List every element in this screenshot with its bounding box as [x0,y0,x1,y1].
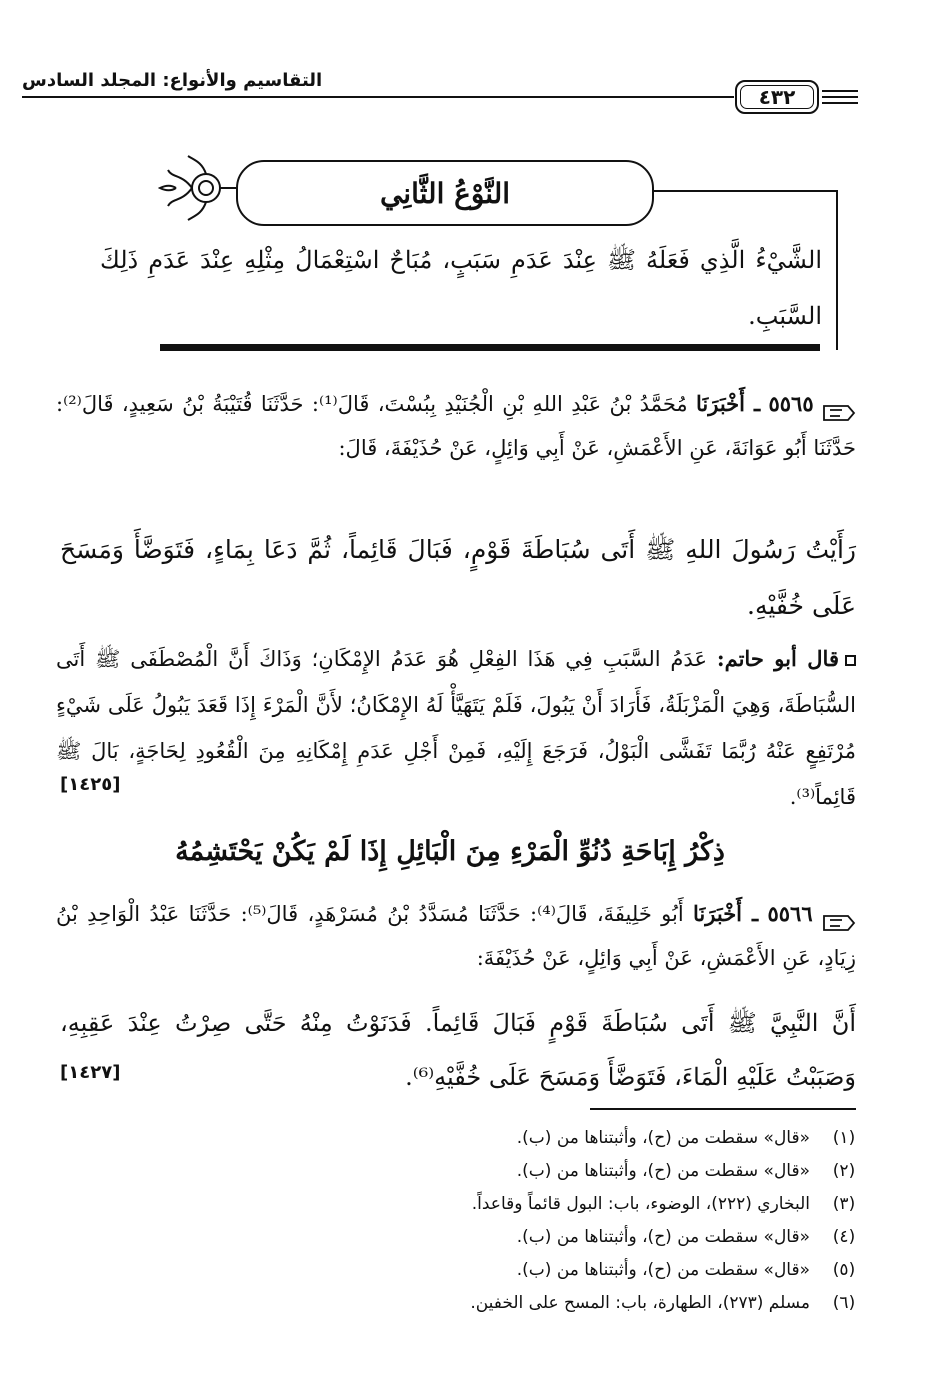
hadith-5565-ref: [١٤٢٥] [60,774,121,795]
header-rule-right-2 [822,96,858,98]
frame-top-line [654,190,836,192]
commentary-block [56,636,856,820]
chapter-title: ذِكْرُ إِبَاحَةِ دُنُوِّ الْمَرْءِ مِنَ الْبَائِلِ إِذَا لَمْ يَكُنْ يَحْتَشِمُهُ [175,836,725,867]
section-rule [160,344,820,351]
hadith-marker-icon [822,395,856,417]
footnote-rule [590,1108,856,1110]
isnad-text: مُحَمَّدُ بْنُ عَبْدِ اللهِ بْنِ الْجُنَيْدِ بِبُسْتَ، قَالَ⁽¹⁾: حَدَّثَنَا قُتَيْبَةُ بْنُ سَعِيدٍ، قَالَ⁽²⁾: حَدَّثَنَا أَبُو عَوَانَةَ، عَنِ الأَعْمَشِ، عَنْ أَبِي وَائِلٍ، عَنْ حُذَيْفَةَ، قَالَ: [56,392,856,460]
header-rule-right [822,90,858,92]
section-title: النَّوْعُ الثَّانِي [379,176,511,210]
hadith-5566-matn: أَنَّ النَّبِيَّ ﷺ أَتَى سُبَاطَةَ قَوْمٍ فَبَالَ قَائِماً. فَدَنَوْتُ مِنْهُ حَتَّى صِرْتُ عِنْدَ عَقِبِهِ، وَصَبَبْتُ عَلَيْهِ الْمَاءَ، فَتَوَضَّأَ وَمَسَحَ عَلَى خُفَّيْهِ⁽⁶⁾. [60,1009,856,1091]
footnote-item: (٥) «قال» سقطت من (ح)، وأثبتناها من (ب). [516,1260,856,1280]
header-rule [22,96,734,98]
hadith-number: ٥٥٦٥ [768,391,814,416]
section-description: الشَّيْءُ الَّذِي فَعَلَهُ ﷺ عِنْدَ عَدَمِ سَبَبٍ، مُبَاحٌ اسْتِعْمَالُ مِثْلِهِ عِنْدَ عَدَمِ ذَلِكَ السَّبَبِ. [100,246,822,330]
akhbarana-label: أَخْبَرَنَا [696,391,745,416]
akhbarana-label: أَخْبَرَنَا [693,901,743,926]
hadith-number: ٥٥٦٦ [767,901,813,926]
footnote-item: (٣) البخاري (٢٢٢)، الوضوء، باب: البول قائماً وقاعداً. [471,1194,856,1214]
hadith-marker-icon [822,905,856,927]
commentary-text: عَدَمُ السَّبَبِ فِي هَذَا الفِعْلِ هُوَ عَدَمُ الإِمْكَانِ؛ وَذَاكَ أَنَّ الْمُصْطَفَى ﷺ أَتَى السُّبَاطَةَ، وَهِيَ الْمَزْبَلَةُ، فَأَرَادَ أَنْ يَبُولَ، فَلَمْ يَتَهَيَّأْ لَهُ الإِمْكَانُ؛ لأَنَّ الْمَرْءَ إِذَا قَعَدَ يَبُولُ عَلَى شَيْءٍ مُرْتَفِعٍ عَنْهُ رُبَّمَا تَفَشَّى الْبَوْلُ، فَرَجَعَ إِلَيْهِ، فَمِنْ أَجْلِ عَدَمِ إِمْكَانِهِ مِنَ الْقُعُودِ لِحَاجَةٍ، بَالَ ﷺ قَائِماً⁽³⁾. [56,647,856,809]
commentary-label: قال أبو حاتم: [716,646,839,671]
footnotes [336,1122,856,1320]
footnote-item: (٤) «قال» سقطت من (ح)، وأثبتناها من (ب). [516,1227,856,1247]
hadith-5566-ref: [١٤٢٧] [60,1062,121,1083]
frame-right-line [836,190,838,350]
isnad-text: أَبُو خَلِيفَةَ، قَالَ⁽⁴⁾: حَدَّثَنَا مُسَدَّدُ بْنُ مُسَرْهَدٍ، قَالَ⁽⁵⁾: حَدَّثَنَا عَبْدُ الْوَاحِدِ بْنُ زِيَادٍ، عَنِ الأَعْمَشِ، عَنْ أَبِي وَائِلٍ، عَنْ حُذَيْفَةَ: [56,902,856,970]
running-title: التقاسيم والأنواع: المجلد السادس [22,70,323,91]
footnote-item: (٦) مسلم (٢٧٣)، الطهارة، باب: المسح على الخفين. [470,1293,856,1313]
page-number: ٤٣٢ [758,85,796,109]
hadith-5566-isnad: ٥٥٦٦ ـ أَخْبَرَنَا أَبُو خَلِيفَةَ، قَالَ⁽⁴⁾: حَدَّثَنَا مُسَدَّدُ بْنُ مُسَرْهَدٍ، قَالَ⁽⁵⁾: حَدَّثَنَا عَبْدُ الْوَاحِدِ بْنُ زِيَادٍ، عَنِ الأَعْمَشِ، عَنْ أَبِي وَائِلٍ، عَنْ حُذَيْفَةَ: [56,901,856,970]
square-bullet-icon [845,655,856,666]
page-number-box [735,80,819,114]
footnote-item: (٢) «قال» سقطت من (ح)، وأثبتناها من (ب). [516,1161,856,1181]
footnote-item: (١) «قال» سقطت من (ح)، وأثبتناها من (ب). [516,1128,856,1148]
hadith-5565-matn: رَأَيْتُ رَسُولَ اللهِ ﷺ أَتَى سُبَاطَةَ قَوْمٍ، فَبَالَ قَائِماً، ثُمَّ دَعَا بِمَاءٍ، فَتَوَضَّأَ وَمَسَحَ عَلَى خُفَّيْهِ. [60,535,856,620]
section-title-box [236,160,654,226]
ornament-icon [158,150,238,226]
header-rule-right-3 [822,102,858,104]
hadith-5565-isnad: ٥٥٦٥ ـ أَخْبَرَنَا مُحَمَّدُ بْنُ عَبْدِ اللهِ بْنِ الْجُنَيْدِ بِبُسْتَ، قَالَ⁽¹⁾: حَدَّثَنَا قُتَيْبَةُ بْنُ سَعِيدٍ، قَالَ⁽²⁾: حَدَّثَنَا أَبُو عَوَانَةَ، عَنِ الأَعْمَشِ، عَنْ أَبِي وَائِلٍ، عَنْ حُذَيْفَةَ، قَالَ: [56,391,856,460]
